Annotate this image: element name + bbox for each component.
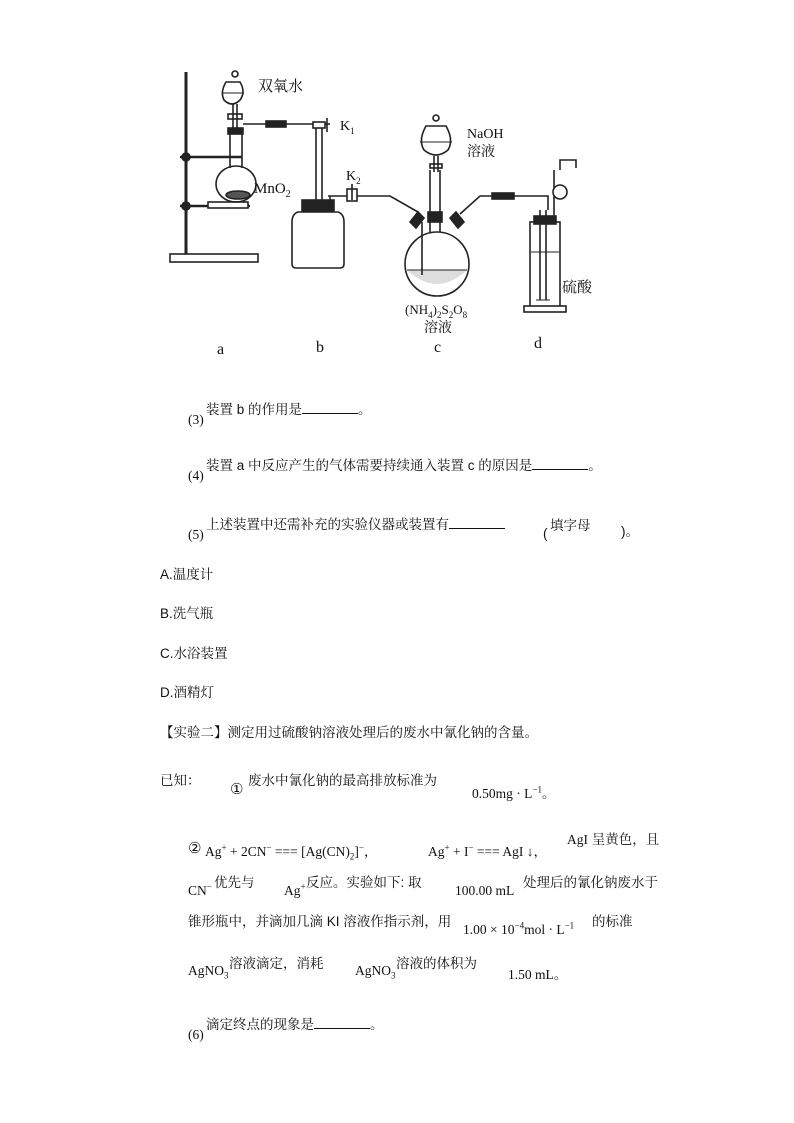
label-k2: K — [346, 169, 357, 184]
label-naoh: NaOH — [467, 127, 504, 142]
svg-text:K1: $K_1$ — [340, 119, 355, 136]
question-4-number: (4) — [188, 468, 204, 483]
equation-1: Ag+ + 2CN− === $[Ag(CN)_2]^-$， — [205, 842, 378, 862]
option-d[interactable]: D.酒精灯 — [160, 685, 214, 700]
label-k1: K — [340, 119, 351, 134]
label-persulfate-solution: 溶液 — [424, 321, 452, 336]
option-b[interactable]: B.洗气瓶 — [160, 606, 214, 621]
label-b: b — [316, 339, 324, 356]
label-mno2: MnO — [254, 181, 286, 197]
question-3-number: (3) — [188, 412, 204, 427]
question-5-text: 上述装置中还需补充的实验仪器或装置有 — [206, 517, 449, 532]
experiment-2-heading: 【实验二】测定用过硫酸钠溶液处理后的废水中氰化钠的含量。 — [160, 725, 538, 740]
svg-text:K2: $K_2$ — [346, 169, 361, 186]
question-5-number: (5) — [188, 527, 204, 542]
stand-base — [170, 254, 258, 262]
label-a: a — [217, 341, 225, 358]
label-naoh-solution: 溶液 — [467, 145, 495, 160]
option-a[interactable]: A.温度计 — [160, 567, 214, 582]
known-label: 已知： — [160, 773, 201, 788]
label-h2o2: 双氧水 — [258, 79, 304, 95]
equation-2: Ag+ + I− === AgI ↓， — [428, 842, 547, 859]
svg-text:MnO2: MnO$_2$ — [254, 181, 291, 200]
question-5-hint: 填字母 — [550, 518, 591, 533]
answer-blank-5[interactable] — [449, 516, 505, 529]
label-sulfuric-acid: 硫酸 — [562, 280, 593, 296]
question-6-text: 滴定终点的现象是 — [206, 1017, 314, 1032]
label-c: c — [434, 339, 442, 356]
question-3-text: 装置 b 的作用是 — [206, 402, 303, 417]
question-6-number: (6) — [188, 1027, 204, 1042]
answer-blank-6[interactable] — [314, 1016, 370, 1029]
answer-blank-3[interactable] — [302, 401, 358, 414]
answer-blank-4[interactable] — [532, 457, 588, 470]
question-4-text: 装置 a 中反应产生的气体需要持续通入装置 c 的原因是 — [206, 458, 533, 473]
label-persulfate: $(NH_4)_2S_2O_8$ — [405, 302, 468, 320]
apparatus-figure — [0, 0, 794, 370]
option-c[interactable]: C.水浴装置 — [160, 646, 228, 661]
label-d: d — [534, 335, 542, 352]
